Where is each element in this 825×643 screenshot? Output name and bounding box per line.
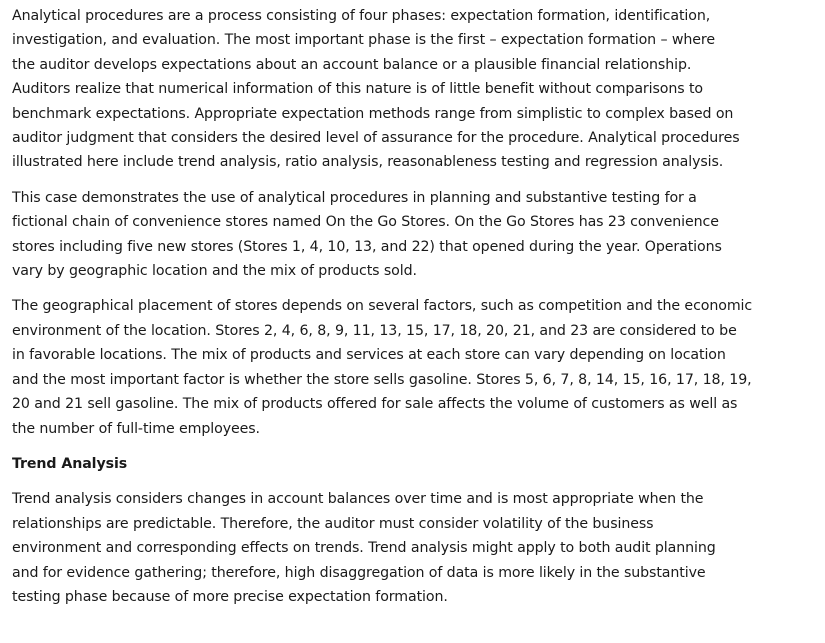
paragraph-trend-analysis: Trend analysis considers changes in account balances over time and is most appropriate when the relationships are predictable. Therefore, the auditor must consider volatility of the business environment and corresponding effects on trends. Trend analysis might apply to both audit planning and for evidence gathering; therefore, high disaggregation of data is more likely in the substantive testing phase because of more precise expectation formation. (12, 491, 716, 605)
document-body (12, 4, 807, 620)
paragraph-analytical-procedures: Analytical procedures are a process consisting of four phases: expectation formation, identification, investigation, and evaluation. The most important phase is the first – expectation formation – where the auditor develops expectations about an account balance or a plausible financial relationship. Auditors realize that numerical information of this nature is of little benefit without comparisons to benchmark expectations. Appropriate expectation methods range from simplistic to complex based on auditor judgment that considers the desired level of assurance for the procedure. Analytical procedures illustrated here include trend analysis, ratio analysis, reasonableness testing and regression analysis. (12, 8, 740, 171)
section-heading-trend-analysis: Trend Analysis (12, 455, 128, 472)
paragraph-store-placement: The geographical placement of stores depends on several factors, such as competition and the economic environment of the location. Stores 2, 4, 6, 8, 9, 11, 13, 15, 17, 18, 20, 21, and 23 are considered to be in favorable locations. The mix of products and services at each store can vary depending on location and the most important factor is whether the store sells gasoline. Stores 5, 6, 7, 8, 14, 15, 16, 17, 18, 19, 20 and 21 sell gasoline. The mix of products offered for sale affects the volume of customers as well as the number of full-time employees. (12, 298, 753, 437)
paragraph-case-description: This case demonstrates the use of analytical procedures in planning and substantive testing for a fictional chain of convenience stores named On the Go Stores. On the Go Stores has 23 convenience stores including five new stores (Stores 1, 4, 10, 13, and 22) that opened during the year. Operations vary by geographic location and the mix of products sold. (12, 189, 722, 280)
